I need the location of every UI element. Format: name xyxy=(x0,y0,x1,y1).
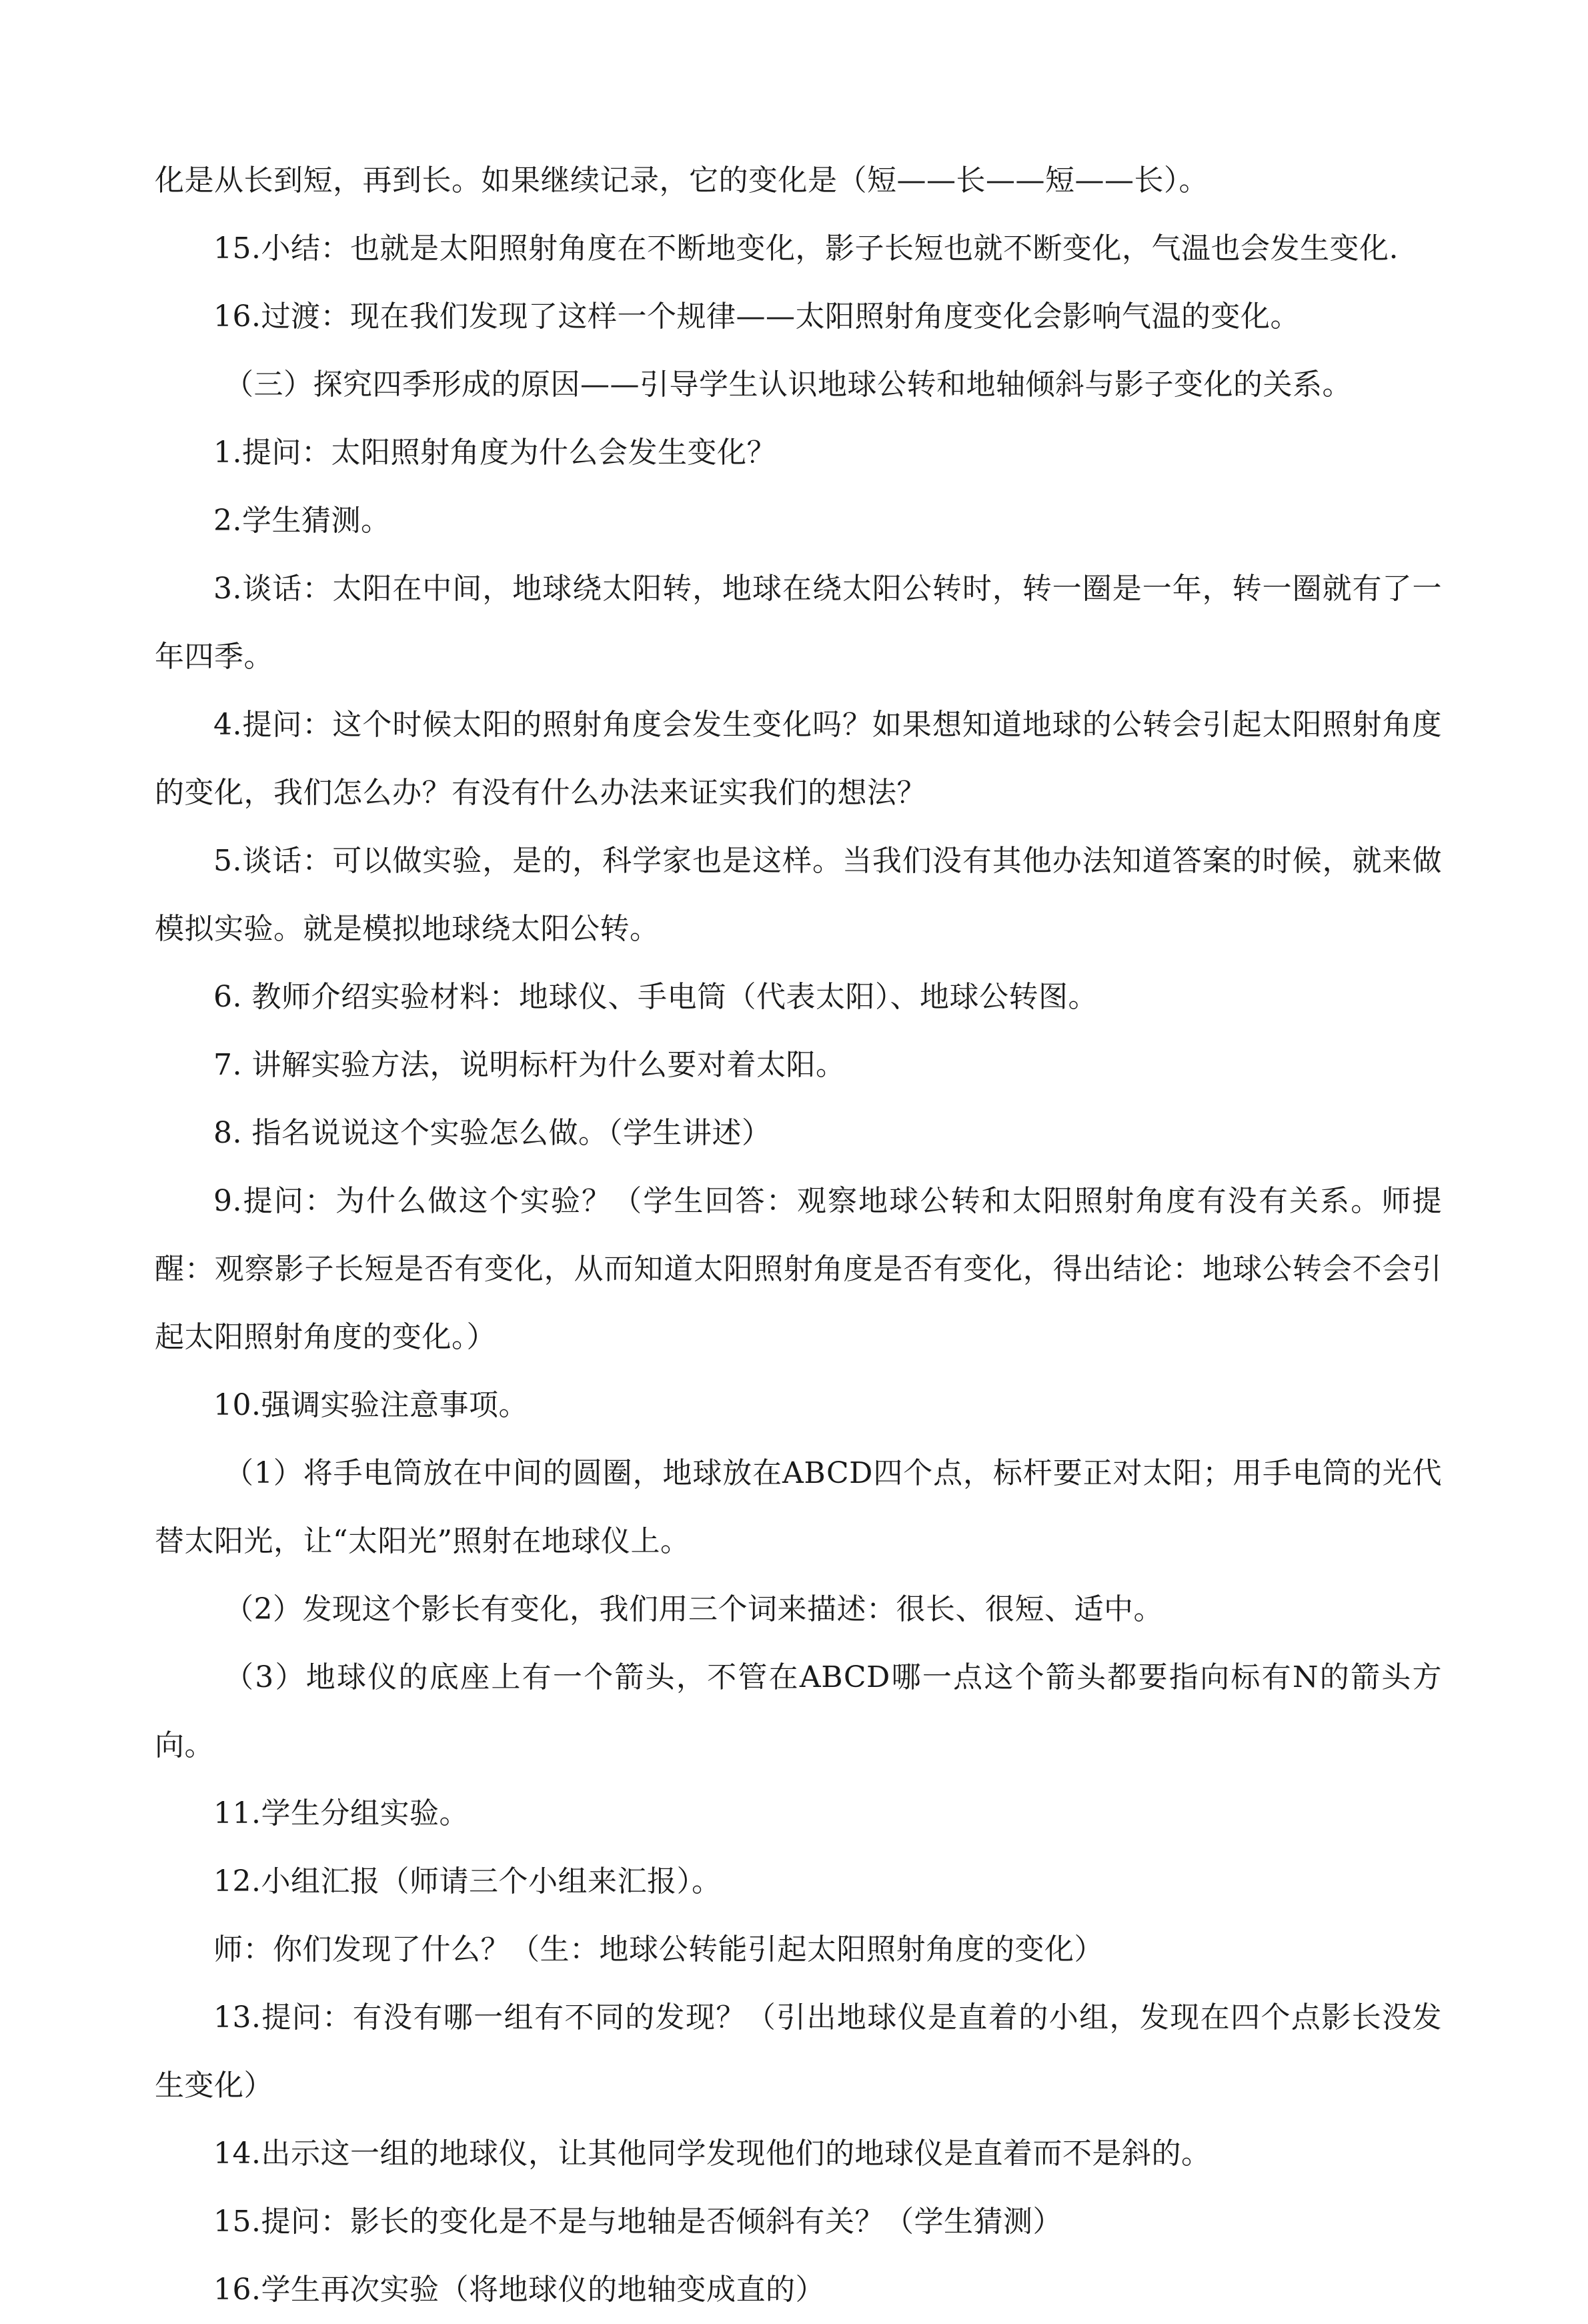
section-heading: （三）探究四季形成的原因——引导学生认识地球公转和地轴倾斜与影子变化的关系。 xyxy=(224,368,1352,402)
paragraph: 4.提问：这个时候太阳的照射角度会发生变化吗？如果想知道地球的公转会引起太阳照射角度的变化，我们怎么办？有没有什么办法来证实我们的想法？ xyxy=(155,708,1442,810)
paragraph: 16.学生再次实验（将地球仪的地轴变成直的） xyxy=(213,2273,825,2307)
paragraph: 14.出示这一组的地球仪，让其他同学发现他们的地球仪是直着而不是斜的。 xyxy=(213,2137,1211,2171)
paragraph: 7. 讲解实验方法，说明标杆为什么要对着太阳。 xyxy=(213,1048,846,1082)
paragraph: 1.提问：太阳照射角度为什么会发生变化？ xyxy=(213,436,776,470)
paragraph: 13.提问：有没有哪一组有不同的发现？（引出地球仪是直着的小组，发现在四个点影长没发生变化） xyxy=(155,2000,1442,2103)
paragraph: （1）将手电筒放在中间的圆圈，地球放在ABCD四个点，标杆要正对太阳；用手电筒的光代替太阳光，让“太阳光”照射在地球仪上。 xyxy=(155,1456,1442,1558)
paragraph: （3）地球仪的底座上有一个箭头，不管在ABCD哪一点这个箭头都要指向标有N的箭头方向。 xyxy=(155,1660,1442,1762)
paragraph: 化是从长到短，再到长。如果继续记录，它的变化是（短——长——短——长）。 xyxy=(155,163,1209,197)
paragraph: 10.强调实验注意事项。 xyxy=(213,1388,528,1422)
paragraph: 师：你们发现了什么？（生：地球公转能引起太阳照射角度的变化） xyxy=(213,1932,1104,1966)
paragraph: （2）发现这个影长有变化，我们用三个词来描述：很长、很短、适中。 xyxy=(224,1592,1163,1626)
paragraph: 9.提问：为什么做这个实验？（学生回答：观察地球公转和太阳照射角度有没有关系。师提醒：观察影子长短是否有变化，从而知道太阳照射角度是否有变化，得出结论：地球公转会不会引起太阳照射角度的变化。） xyxy=(155,1184,1442,1354)
paragraph: 15.小结：也就是太阳照射角度在不断地变化，影子长短也就不断变化，气温也会发生变化. xyxy=(213,231,1399,265)
paragraph: 16.过渡：现在我们发现了这样一个规律——太阳照射角度变化会影响气温的变化。 xyxy=(213,300,1300,334)
paragraph: 12.小组汇报（师请三个小组来汇报）。 xyxy=(213,1864,722,1898)
paragraph: 5.谈话：可以做实验，是的，科学家也是这样。当我们没有其他办法知道答案的时候，就来做模拟实验。就是模拟地球绕太阳公转。 xyxy=(155,844,1442,946)
paragraph: 11.学生分组实验。 xyxy=(213,1796,469,1830)
paragraph: 6. 教师介绍实验材料：地球仪、手电筒（代表太阳）、地球公转图。 xyxy=(213,980,1098,1014)
paragraph: 3.谈话：太阳在中间，地球绕太阳转，地球在绕太阳公转时，转一圈是一年，转一圈就有了一年四季。 xyxy=(155,572,1442,674)
document-body xyxy=(155,147,1442,2324)
paragraph: 15.提问：影长的变化是不是与地轴是否倾斜有关？（学生猜测） xyxy=(213,2205,1062,2239)
paragraph: 8. 指名说说这个实验怎么做。（学生讲述） xyxy=(213,1116,772,1150)
paragraph: 2.学生猜测。 xyxy=(213,504,391,538)
